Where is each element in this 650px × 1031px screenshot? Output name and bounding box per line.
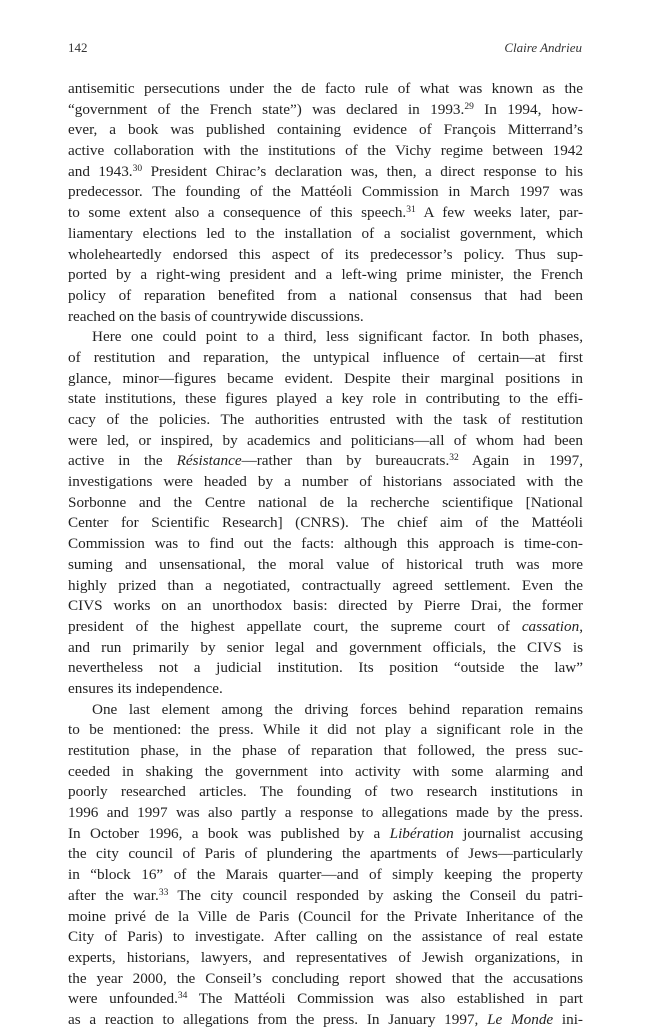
- text-line: [68, 762, 583, 783]
- text-run: Commission was to find out the facts: although this approach is time-con-: [68, 535, 583, 553]
- text-run: glance, minor—figures became evident. Despite their marginal positions in: [68, 369, 583, 387]
- text-run: the city council of Paris of plundering the apartments of Jews—particularly: [68, 845, 583, 863]
- text-run: were unfounded.: [68, 990, 178, 1008]
- text-line: [68, 886, 583, 907]
- text-run: ever, a book was published containing evidence of François Mitterrand’s: [68, 121, 583, 139]
- text-line: [68, 638, 583, 659]
- text-run: predecessor. The founding of the Mattéoli Commission in March 1997 was: [68, 183, 583, 201]
- footnote-marker: 34: [177, 991, 188, 1002]
- text-line: [68, 907, 583, 928]
- text-line: [68, 969, 583, 990]
- text-line: [68, 824, 583, 845]
- text-run: Here one could point to a third, less significant factor. In both phases,: [92, 328, 583, 346]
- text-run: president of the highest appellate court, the supreme court of: [68, 617, 522, 635]
- text-run: active in the: [68, 452, 177, 470]
- text-run: state institutions, these figures played a key role in contributing to the effi-: [68, 390, 583, 408]
- text-line: [68, 720, 583, 741]
- text-line: [68, 451, 583, 472]
- text-line: [68, 617, 583, 638]
- footnote-marker: 33: [158, 887, 169, 898]
- footnote-marker: 32: [449, 453, 459, 464]
- paragraph: [68, 79, 583, 327]
- footnote-marker: 31: [406, 205, 416, 216]
- footnote-marker: 30: [132, 163, 143, 174]
- text-line: [68, 576, 583, 597]
- text-run: poorly researched articles. The founding of two research institutions in: [68, 783, 583, 801]
- text-line: [68, 782, 583, 803]
- text-run: restitution phase, in the phase of reparation that followed, the press suc-: [68, 742, 583, 759]
- text-run: 1996 and 1997 was also partly a response to allegations made by the press.: [68, 804, 583, 822]
- text-line: [68, 141, 583, 162]
- text-line: [68, 865, 583, 886]
- text-line: [68, 513, 583, 534]
- text-line: [68, 286, 583, 307]
- text-run: active collaboration with the institutions of the Vichy regime between 1942: [68, 142, 583, 160]
- text-run: “government of the French state”) was declared in 1993.: [68, 100, 465, 118]
- text-run: journalist accusing: [453, 824, 583, 842]
- text-line: [68, 948, 583, 969]
- text-line: [68, 989, 583, 1010]
- text-run: to some extent also a consequence of this speech.: [68, 204, 407, 222]
- text-line: [68, 79, 583, 100]
- text-run: In October 1996, a book was published by a: [68, 824, 390, 842]
- text-line: [68, 493, 583, 514]
- text-line: [68, 224, 583, 245]
- text-run: —rather than by bureaucrats.: [241, 452, 450, 470]
- text-run: President Chirac’s declaration was, then, a direct response to his: [142, 162, 584, 180]
- paragraph: [68, 700, 583, 1031]
- text-line: [68, 327, 583, 348]
- text-line: [68, 700, 583, 721]
- text-line: [68, 162, 583, 183]
- text-line: [68, 245, 583, 266]
- text-run: Sorbonne and the Centre national de la recherche scientifique [National: [68, 493, 583, 511]
- text-run: One last element among the driving forces behind reparation remains: [92, 700, 583, 718]
- text-run: as a reaction to allegations from the press. In January 1997,: [68, 1010, 488, 1028]
- text-run: In 1994, how-: [473, 100, 583, 118]
- text-run: ported by a right-wing president and a left-wing prime minister, the French: [68, 266, 583, 284]
- text-run: nevertheless not a judicial institution. Its position “outside the law”: [68, 659, 583, 677]
- text-run: antisemitic persecutions under the de facto rule of what was known as the: [68, 80, 583, 97]
- italic-text: Résistance: [176, 452, 242, 470]
- text-run: ini-: [553, 1010, 583, 1028]
- italic-text: Libération: [389, 824, 454, 842]
- text-run: The city council responded by asking the Conseil du patri-: [168, 886, 583, 904]
- text-run: Center for Scientific Research] (CNRS). The chief aim of the Mattéoli: [68, 514, 583, 532]
- text-run: CIVS works on an unorthodox basis: directed by Pierre Drai, the former: [68, 597, 583, 615]
- text-line: [68, 369, 583, 390]
- text-line: [68, 679, 583, 700]
- paragraph: [68, 327, 583, 699]
- text-line: [68, 803, 583, 824]
- text-run: ceeded in shaking the government into activity with some alarming and: [68, 762, 583, 780]
- text-run: highly prized than a negotiated, contractually agreed settlement. Even the: [68, 576, 583, 594]
- text-run: the year 2000, the Conseil’s concluding report showed that the accusations: [68, 969, 583, 987]
- italic-text: Le Monde: [487, 1010, 554, 1028]
- text-run: investigations were headed by a number of historians associated with the: [68, 473, 583, 491]
- text-line: [68, 100, 583, 121]
- text-line: [68, 203, 583, 224]
- text-run: The Mattéoli Commission was also established in part: [187, 990, 583, 1008]
- text-line: [68, 307, 583, 328]
- body-text: [68, 79, 583, 1031]
- running-title-author: Claire Andrieu: [504, 40, 582, 55]
- text-run: in “block 16” of the Marais quarter—and of simply keeping the property: [68, 866, 583, 884]
- text-run: liamentary elections led to the installation of a socialist government, which: [68, 224, 583, 242]
- text-line: [68, 120, 583, 141]
- text-line: [68, 1010, 583, 1031]
- text-line: [68, 348, 583, 369]
- footnote-marker: 29: [464, 101, 474, 112]
- running-header: [68, 40, 582, 58]
- text-run: and 1943.: [68, 162, 133, 180]
- text-run: wholeheartedly endorsed this aspect of its predecessor’s policy. Thus sup-: [68, 245, 583, 263]
- italic-text: cassation: [521, 617, 580, 635]
- text-run: reached on the basis of countrywide discussions.: [68, 307, 364, 325]
- text-line: [68, 658, 583, 679]
- text-run: suming and unsensational, the moral value of historical truth was more: [68, 555, 583, 573]
- text-line: [68, 265, 583, 286]
- text-run: ,: [579, 617, 583, 635]
- page-number: 142: [68, 40, 88, 55]
- text-run: policy of reparation benefited from a national consensus that had been: [68, 286, 583, 304]
- text-run: ensures its independence.: [68, 679, 223, 697]
- text-run: moine privé de la Ville de Paris (Council for the Private Inheritance of the: [68, 907, 583, 925]
- text-run: City of Paris) to investigate. After calling on the assistance of real estate: [68, 928, 583, 946]
- text-run: and run primarily by senior legal and government officials, the CIVS is: [68, 638, 583, 656]
- text-line: [68, 534, 583, 555]
- text-run: Again in 1997,: [458, 452, 584, 470]
- text-line: [68, 389, 583, 410]
- text-line: [68, 182, 583, 203]
- text-run: to be mentioned: the press. While it did not play a significant role in the: [68, 721, 583, 739]
- text-line: [68, 927, 583, 948]
- text-line: [68, 741, 583, 762]
- text-run: after the war.: [68, 886, 159, 904]
- text-line: [68, 472, 583, 493]
- text-line: [68, 596, 583, 617]
- text-run: A few weeks later, par-: [415, 204, 583, 222]
- text-run: cacy of the policies. The authorities entrusted with the task of restitution: [68, 411, 583, 428]
- text-run: were led, or inspired, by academics and politicians—all of whom had been: [68, 431, 583, 449]
- text-run: experts, historians, lawyers, and representatives of Jewish organizations, in: [68, 948, 583, 966]
- text-run: of restitution and reparation, the untypical influence of certain—at first: [68, 348, 583, 366]
- text-line: [68, 410, 583, 431]
- text-line: [68, 431, 583, 452]
- text-line: [68, 555, 583, 576]
- text-line: [68, 844, 583, 865]
